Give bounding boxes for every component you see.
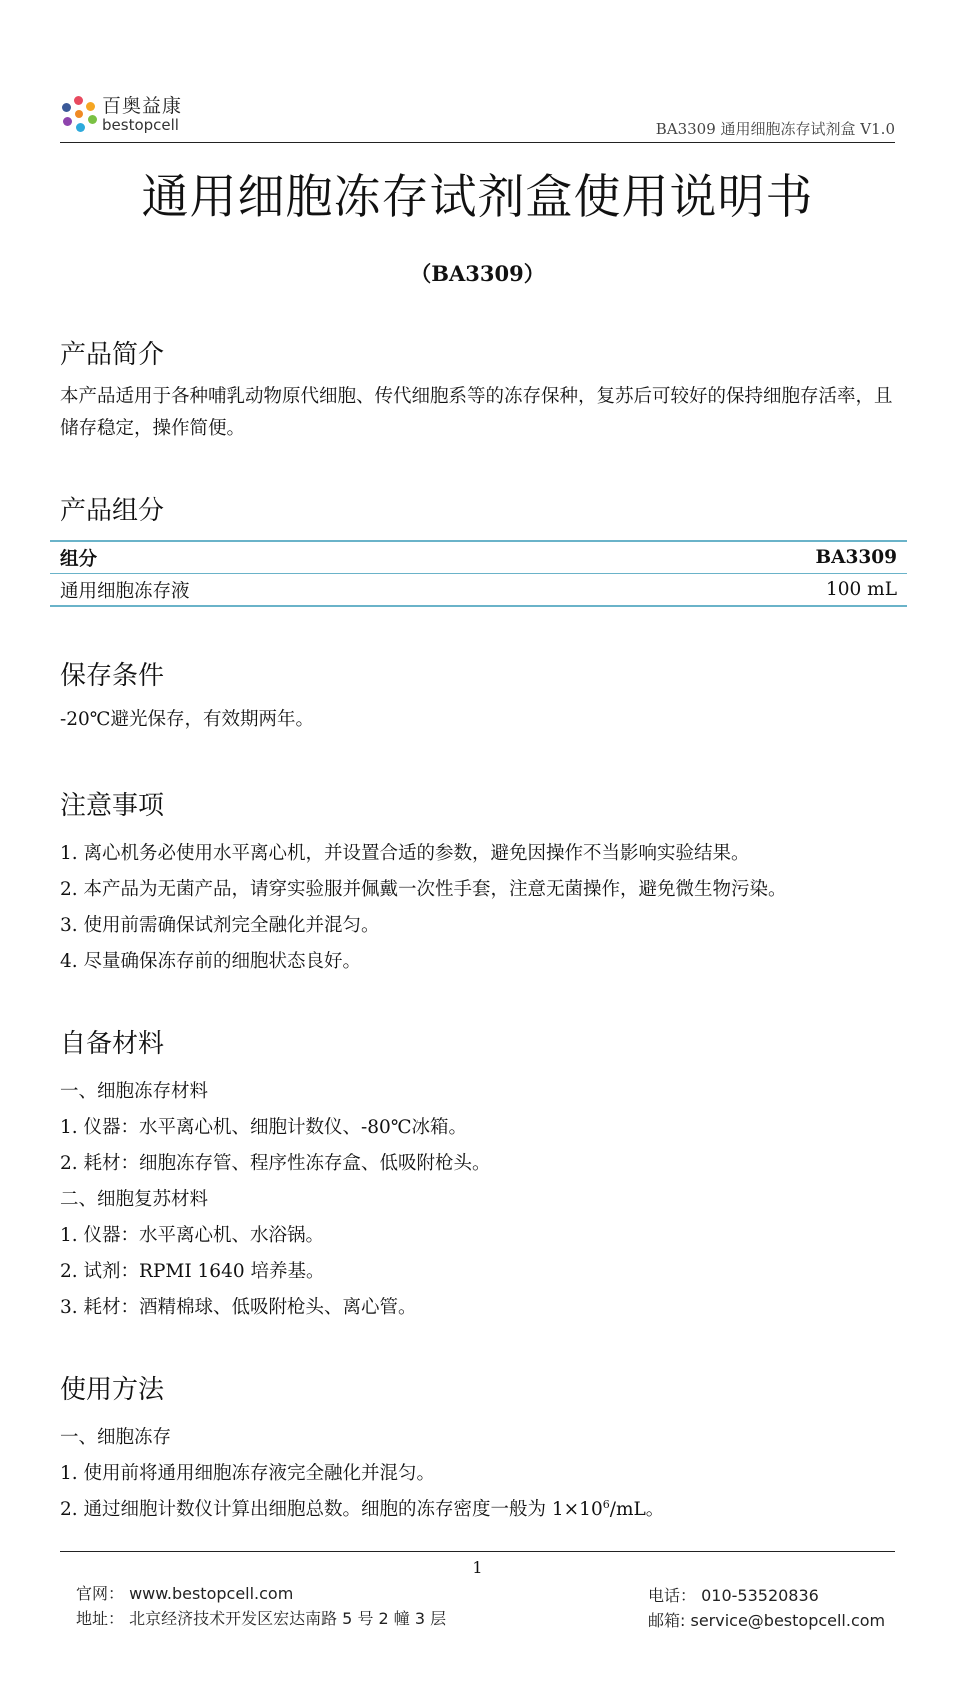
footer-email[interactable]: 邮箱: service@bestopcell.com <box>648 1611 886 1630</box>
materials-line: 3. 耗材：酒精棉球、低吸附枪头、离心管。 <box>60 1297 417 1318</box>
footer-divider <box>60 1551 895 1552</box>
notes-item: 2. 本产品为无菌产品，请穿实验服并佩戴一次性手套，注意无菌操作，避免微生物污染。 <box>60 879 787 900</box>
method-heading: 使用方法 <box>60 1375 165 1405</box>
method-step2-exponent: 6 <box>602 1497 610 1511</box>
table-col-component: 组分 <box>60 548 98 570</box>
brand-name-en: bestopcell <box>102 116 179 134</box>
header-divider <box>60 142 895 143</box>
storage-heading: 保存条件 <box>60 661 165 691</box>
document-title: 通用细胞冻存试剂盒使用说明书 <box>141 170 814 225</box>
table-cell-name: 通用细胞冻存液 <box>60 580 190 602</box>
materials-line: 1. 仪器：水平离心机、细胞计数仪、-80℃冰箱。 <box>60 1117 468 1138</box>
method-step2-unit: /mL。 <box>609 1499 665 1520</box>
table-bottom-rule <box>50 605 907 607</box>
storage-text: -20℃避光保存，有效期两年。 <box>60 709 314 730</box>
notes-heading: 注意事项 <box>60 791 165 821</box>
materials-heading: 自备材料 <box>60 1029 165 1059</box>
intro-text: 本产品适用于各种哺乳动物原代细胞、传代细胞系等的冻存保种，复苏后可较好的保持细胞存活率，且储存稳定，操作简便。 <box>60 386 893 439</box>
method-step: 1. 使用前将通用细胞冻存液完全融化并混匀。 <box>60 1463 436 1484</box>
logo-mark-icon <box>60 96 98 134</box>
brand-logo <box>60 96 182 134</box>
components-heading: 产品组分 <box>60 496 165 526</box>
method-step2-text: 2. 通过细胞计数仪计算出细胞总数。细胞的冻存密度一般为 1×10 <box>60 1499 603 1520</box>
materials-line: 2. 试剂：RPMI 1640 培养基。 <box>60 1261 325 1282</box>
table-header-row <box>50 542 907 573</box>
footer-phone: 电话： 010-53520836 <box>648 1586 819 1605</box>
materials-line: 二、细胞复苏材料 <box>60 1189 209 1210</box>
method-subheading: 一、细胞冻存 <box>60 1427 172 1448</box>
brand-name-cn: 百奥益康 <box>102 95 183 117</box>
notes-item: 1. 离心机务必使用水平离心机，并设置合适的参数，避免因操作不当影响实验结果。 <box>60 843 750 864</box>
materials-line: 2. 耗材：细胞冻存管、程序性冻存盒、低吸附枪头。 <box>60 1153 491 1174</box>
components-table <box>50 540 907 607</box>
materials-line: 一、细胞冻存材料 <box>60 1081 209 1102</box>
intro-heading: 产品简介 <box>60 340 165 370</box>
table-col-code: BA3309 <box>815 547 897 568</box>
footer-website[interactable]: 官网： www.bestopcell.com <box>76 1584 294 1603</box>
table-row <box>50 574 907 605</box>
product-code: （BA3309） <box>410 261 545 286</box>
header-doc-code: BA3309 通用细胞冻存试剂盒 V1.0 <box>655 120 895 138</box>
page-number: 1 <box>472 1558 483 1577</box>
method-step <box>60 1495 664 1521</box>
materials-line: 1. 仪器：水平离心机、水浴锅。 <box>60 1225 325 1246</box>
notes-item: 3. 使用前需确保试剂完全融化并混匀。 <box>60 915 380 936</box>
table-cell-amount: 100 mL <box>825 579 897 600</box>
footer-address: 地址： 北京经济技术开发区宏达南路 5 号 2 幢 3 层 <box>76 1609 447 1628</box>
notes-item: 4. 尽量确保冻存前的细胞状态良好。 <box>60 951 362 972</box>
